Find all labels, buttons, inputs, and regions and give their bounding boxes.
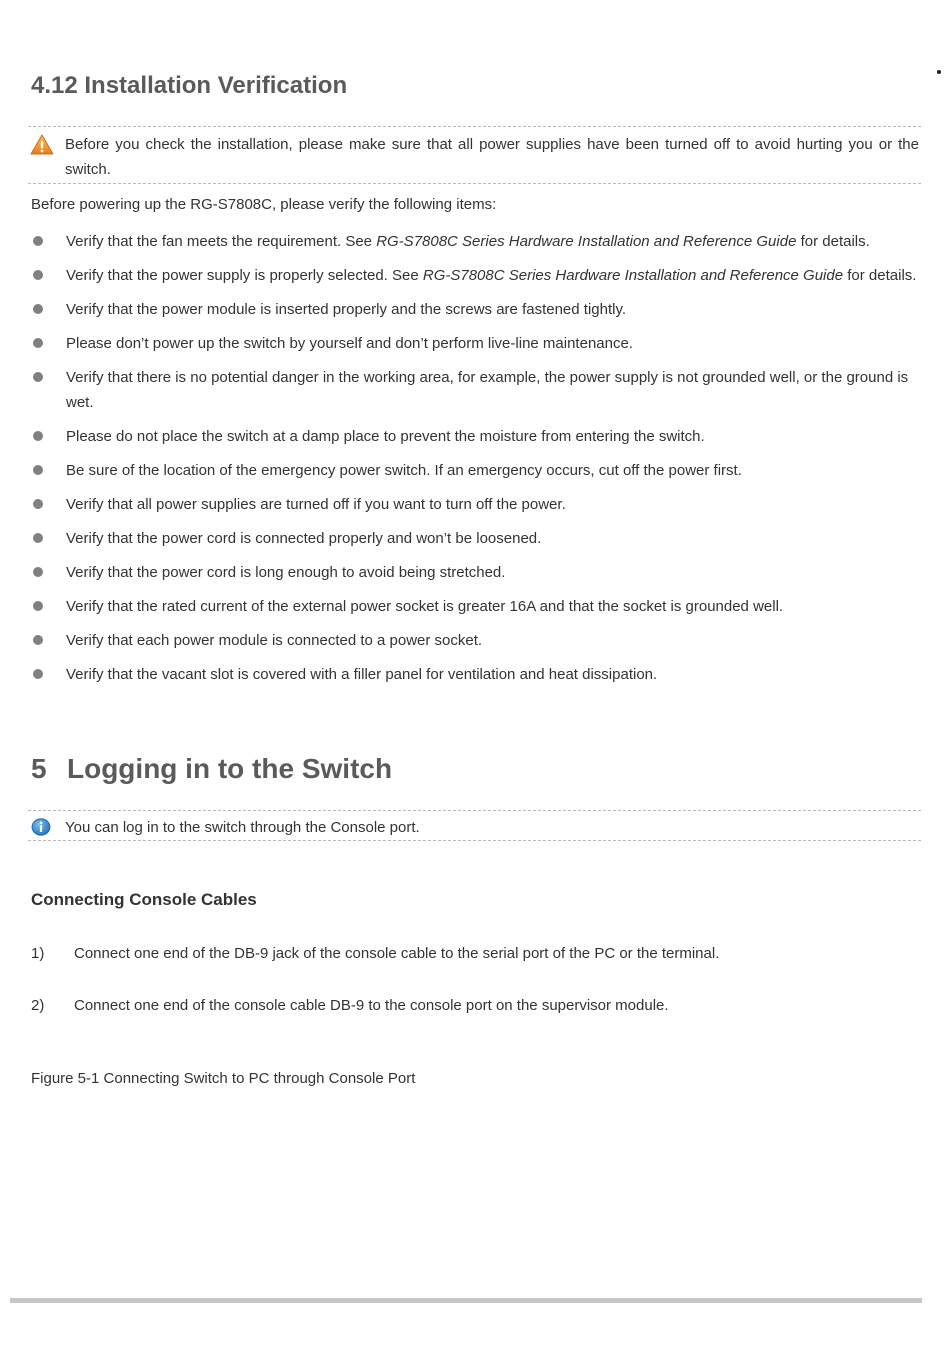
list-item-text: Verify that the power module is inserted properly and the screws are fastened tightly.: [66, 301, 627, 318]
verification-list: [31, 229, 923, 696]
bullet-dot-icon: [33, 635, 43, 645]
step-text: Connect one end of the console cable DB-9 to the console port on the supervisor module.: [74, 997, 669, 1014]
warning-text: Before you check the installation, please make sure that all power supplies have been turned off to avoid hurting you or the switch.: [65, 136, 919, 178]
step-item: [31, 996, 669, 1016]
warning-icon: [30, 134, 54, 160]
list-item: [31, 297, 923, 322]
list-item-text: Verify that there is no potential danger in the working area, for example, the power supply is not grounded well, or the ground is wet.: [66, 369, 909, 411]
chapter-title: [31, 753, 392, 785]
list-item-text: for details.: [843, 267, 917, 284]
footer-divider: [10, 1298, 922, 1303]
bullet-dot-icon: [33, 567, 43, 577]
list-item: [31, 560, 923, 585]
list-item-text: Verify that the fan meets the requirement. See: [66, 233, 377, 250]
list-item: [31, 229, 923, 254]
bullet-dot-icon: [33, 533, 43, 543]
bullet-dot-icon: [33, 601, 43, 611]
info-icon: [30, 818, 52, 841]
warning-note: [28, 126, 921, 184]
list-item-text: Verify that the power supply is properly selected. See: [66, 267, 423, 284]
section-title: 4.12 Installation Verification: [31, 72, 348, 99]
list-item-text: Be sure of the location of the emergency power switch. If an emergency occurs, cut off the power first.: [66, 462, 742, 479]
list-item: [31, 628, 923, 653]
guide-reference: RG-S7808C Series Hardware Installation and Reference Guide: [422, 267, 844, 284]
list-item-text: Verify that the rated current of the external power socket is greater 16A and that the socket is grounded well.: [66, 598, 784, 615]
list-item: [31, 492, 923, 517]
bullet-dot-icon: [33, 372, 43, 382]
bullet-dot-icon: [33, 338, 43, 348]
list-item-text: Please don’t power up the switch by yourself and don’t perform live-line maintenance.: [66, 335, 633, 352]
subsection-title: Connecting Console Cables: [31, 890, 257, 909]
step-item: [31, 944, 719, 964]
list-item: [31, 331, 923, 356]
intro-text: Before powering up the RG-S7808C, please verify the following items:: [31, 196, 497, 213]
bullet-dot-icon: [33, 431, 43, 441]
list-item-text: Verify that the power cord is long enough to avoid being stretched.: [66, 564, 506, 581]
chapter-number: 5: [31, 753, 47, 784]
list-item: [31, 526, 923, 551]
list-item: [31, 424, 923, 449]
corner-dot: [937, 70, 941, 74]
list-item-text: Verify that the vacant slot is covered with a filler panel for ventilation and heat dissipation.: [66, 666, 658, 683]
bullet-dot-icon: [33, 236, 43, 246]
list-item-text: Please do not place the switch at a damp place to prevent the moisture from entering the switch.: [66, 428, 705, 445]
list-item-text: Verify that all power supplies are turned off if you want to turn off the power.: [66, 496, 566, 513]
step-number: 1): [31, 945, 45, 962]
bullet-dot-icon: [33, 304, 43, 314]
step-number: 2): [31, 997, 45, 1014]
guide-reference: RG-S7808C Series Hardware Installation and Reference Guide: [376, 233, 797, 250]
bullet-dot-icon: [33, 270, 43, 280]
chapter-title-text: Logging in to the Switch: [67, 753, 393, 784]
figure-caption: Figure 5-1 Connecting Switch to PC through Console Port: [31, 1070, 416, 1087]
list-item-text: Verify that the power cord is connected properly and won’t be loosened.: [66, 530, 542, 547]
bullet-dot-icon: [33, 669, 43, 679]
list-item: [31, 594, 923, 619]
list-item-text: Verify that each power module is connected to a power socket.: [66, 632, 483, 649]
bullet-dot-icon: [33, 499, 43, 509]
list-item: [31, 263, 923, 288]
step-text: Connect one end of the DB-9 jack of the console cable to the serial port of the PC or the terminal.: [74, 945, 720, 962]
list-item: [31, 458, 923, 483]
list-item-text: for details.: [796, 233, 870, 250]
list-item: [31, 662, 923, 687]
bullet-dot-icon: [33, 465, 43, 475]
list-item: [31, 365, 923, 415]
info-note: [28, 810, 921, 841]
info-text: You can log in to the switch through the Console port.: [65, 819, 420, 836]
